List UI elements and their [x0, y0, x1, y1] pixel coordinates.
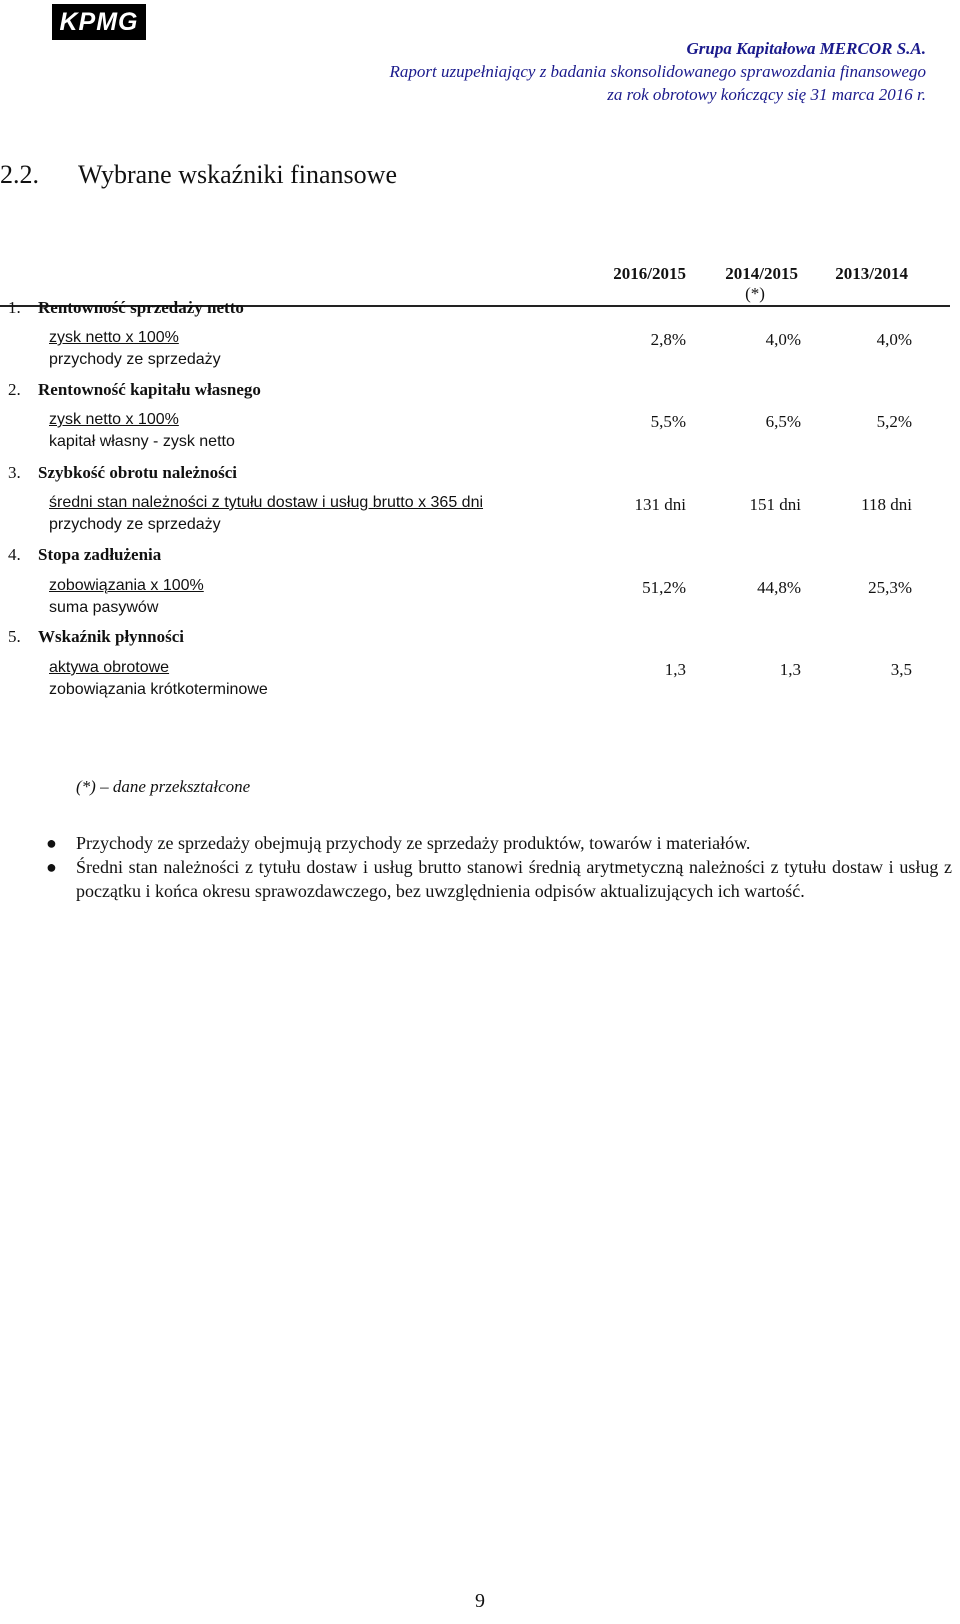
page-number: 9 [475, 1590, 485, 1612]
indicator-name: Rentowność sprzedaży netto [38, 298, 244, 317]
indicator-title [8, 545, 161, 565]
value-2013-2014: 4,0% [876, 330, 912, 349]
value-2014-2015: 1,3 [779, 660, 801, 679]
note-item [46, 855, 952, 903]
indicator-formula [49, 492, 483, 536]
column-header-2013-2014 [822, 264, 908, 284]
value-2014-2015: 4,0% [765, 330, 801, 349]
section-number: 2.2. [0, 160, 39, 189]
formula-denominator: przychody ze sprzedaży [49, 351, 221, 368]
report-title-line-1: Raport uzupełniający z badania skonsolidowanego sprawozdania finansowego [389, 62, 926, 81]
bullet-icon: ● [46, 857, 57, 877]
company-name: Grupa Kapitałowa MERCOR S.A. [686, 39, 926, 58]
indicator-number: 2. [8, 380, 21, 399]
value-2013-2014: 3,5 [890, 660, 912, 679]
notes-list [46, 831, 952, 903]
indicator-formula [49, 327, 221, 371]
indicator-number: 5. [8, 627, 21, 646]
column-label: 2016/2015 [613, 264, 686, 283]
formula-numerator: zysk netto x 100% [49, 329, 179, 346]
indicator-name: Szybkość obrotu należności [38, 463, 237, 482]
indicator-formula [49, 657, 268, 701]
formula-denominator: suma pasywów [49, 599, 159, 616]
column-label: 2013/2014 [835, 264, 908, 283]
indicator-name: Stopa zadłużenia [38, 545, 162, 564]
indicator-number: 3. [8, 463, 21, 482]
indicator-formula [49, 409, 235, 453]
value-2014-2015: 6,5% [765, 412, 801, 431]
formula-numerator: średni stan należności z tytułu dostaw i usług brutto x 365 dni [49, 494, 484, 511]
note-text: Średni stan należności z tytułu dostaw i usług brutto stanowi średnią arytmetyczną należności z tytułu dostaw i usług z początku i końca okresu sprawozdawczego, bez uwzględnienia odpisów aktualizujących ich wartość. [76, 857, 952, 901]
column-note: (*) [745, 284, 765, 303]
section-heading [0, 160, 397, 190]
formula-numerator: aktywa obrotowe [49, 659, 170, 676]
value-2016-2015: 131 dni [634, 495, 686, 514]
bullet-icon: ● [46, 833, 57, 853]
formula-numerator: zobowiązania x 100% [49, 577, 204, 594]
value-2016-2015: 5,5% [650, 412, 686, 431]
indicator-number: 4. [8, 545, 21, 564]
value-2013-2014: 118 dni [861, 495, 912, 514]
kpmg-logo: KPMG [52, 4, 146, 40]
column-label: 2014/2015 [725, 264, 798, 283]
indicator-title [8, 627, 184, 647]
column-header-2014-2015 [712, 264, 798, 304]
value-2016-2015: 2,8% [650, 330, 686, 349]
section-title: Wybrane wskaźniki finansowe [78, 160, 397, 189]
indicator-name: Wskaźnik płynności [38, 627, 184, 646]
indicator-title [8, 380, 261, 400]
formula-denominator: zobowiązania krótkoterminowe [49, 681, 268, 698]
value-2014-2015: 44,8% [757, 578, 801, 597]
value-2013-2014: 5,2% [876, 412, 912, 431]
formula-denominator: kapitał własny - zysk netto [49, 433, 235, 450]
value-2013-2014: 25,3% [868, 578, 912, 597]
value-2016-2015: 1,3 [664, 660, 686, 679]
report-title-line-2: za rok obrotowy kończący się 31 marca 2016 r. [607, 85, 926, 104]
report-header [390, 38, 926, 106]
formula-numerator: zysk netto x 100% [49, 411, 179, 428]
formula-denominator: przychody ze sprzedaży [49, 516, 221, 533]
note-text: Przychody ze sprzedaży obejmują przychody ze sprzedaży produktów, towarów i materiałów. [76, 833, 751, 853]
indicator-title [8, 298, 244, 318]
note-item [46, 831, 952, 855]
column-header-2016-2015 [604, 264, 686, 284]
value-2016-2015: 51,2% [642, 578, 686, 597]
indicator-name: Rentowność kapitału własnego [38, 380, 261, 399]
indicator-title [8, 463, 237, 483]
indicator-number: 1. [8, 298, 21, 317]
restated-data-footnote: (*) – dane przekształcone [76, 777, 251, 796]
indicator-formula [49, 575, 204, 619]
value-2014-2015: 151 dni [749, 495, 801, 514]
